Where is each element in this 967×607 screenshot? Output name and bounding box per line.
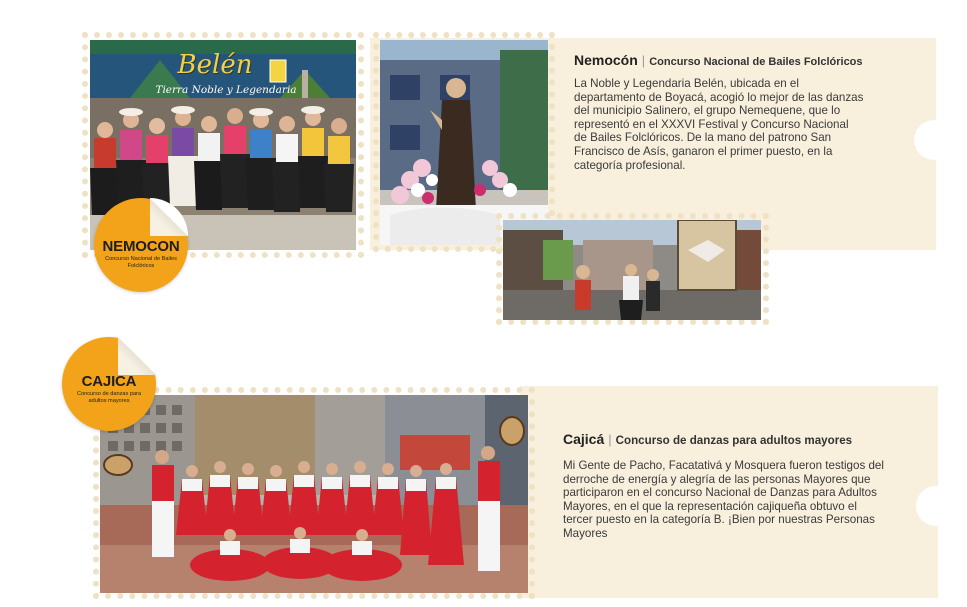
heading-place: Nemocón <box>574 52 638 68</box>
badge-title: CAJICA <box>81 373 137 390</box>
banner-title: Belén <box>177 50 253 80</box>
heading-place: Cajicá <box>563 431 605 447</box>
cajica-badge <box>62 337 156 431</box>
banner-subtitle: Tierra Noble y Legendaria <box>155 84 297 96</box>
street-parade-photo <box>503 220 761 320</box>
ticket-notch <box>914 120 954 160</box>
badge-subtitle: Concurso Nacional de Bailes Folclóricos <box>105 256 177 269</box>
nemocon-heading <box>574 52 863 70</box>
ticket-notch <box>916 486 956 526</box>
badge-subtitle: Concurso de danzas para adultos mayores <box>76 391 142 404</box>
heading-separator: | <box>641 53 646 68</box>
badge-title: NEMOCON <box>102 238 180 255</box>
heading-event: Concurso de danzas para adultos mayores <box>615 434 853 447</box>
cajica-body: Mi Gente de Pacho, Facatativá y Mosquera fueron testigos del derroche de energía y alegría de las personas Mayores que participaron en el concurso Nacional de Danzas para Adultos Mayores, en el que la representación cajiqueña obtuvo el tercer puesto en la categoría B. ¡Bien por nuestras Personas Mayores <box>563 459 884 540</box>
cajica-heading <box>563 431 852 449</box>
cajica-dancers-photo <box>100 395 528 593</box>
page-curl <box>118 337 156 375</box>
heading-separator: | <box>608 432 612 447</box>
heading-event: Concurso Nacional de Bailes Folclóricos <box>649 56 863 68</box>
nemocon-badge <box>94 198 188 292</box>
nemocon-body: La Noble y Legendaria Belén, ubicada en el departamento de Boyacá, acogió lo mejor de las danzas del municipio Salinero, el grupo Nemequene, que lo representó en el XXXVI Festival y Concurso Nacional de Bailes Folclóricos. De la mano del patrono San Francisco de Asís, ganaron el primer puesto, en la categoría profesional. <box>574 77 864 172</box>
